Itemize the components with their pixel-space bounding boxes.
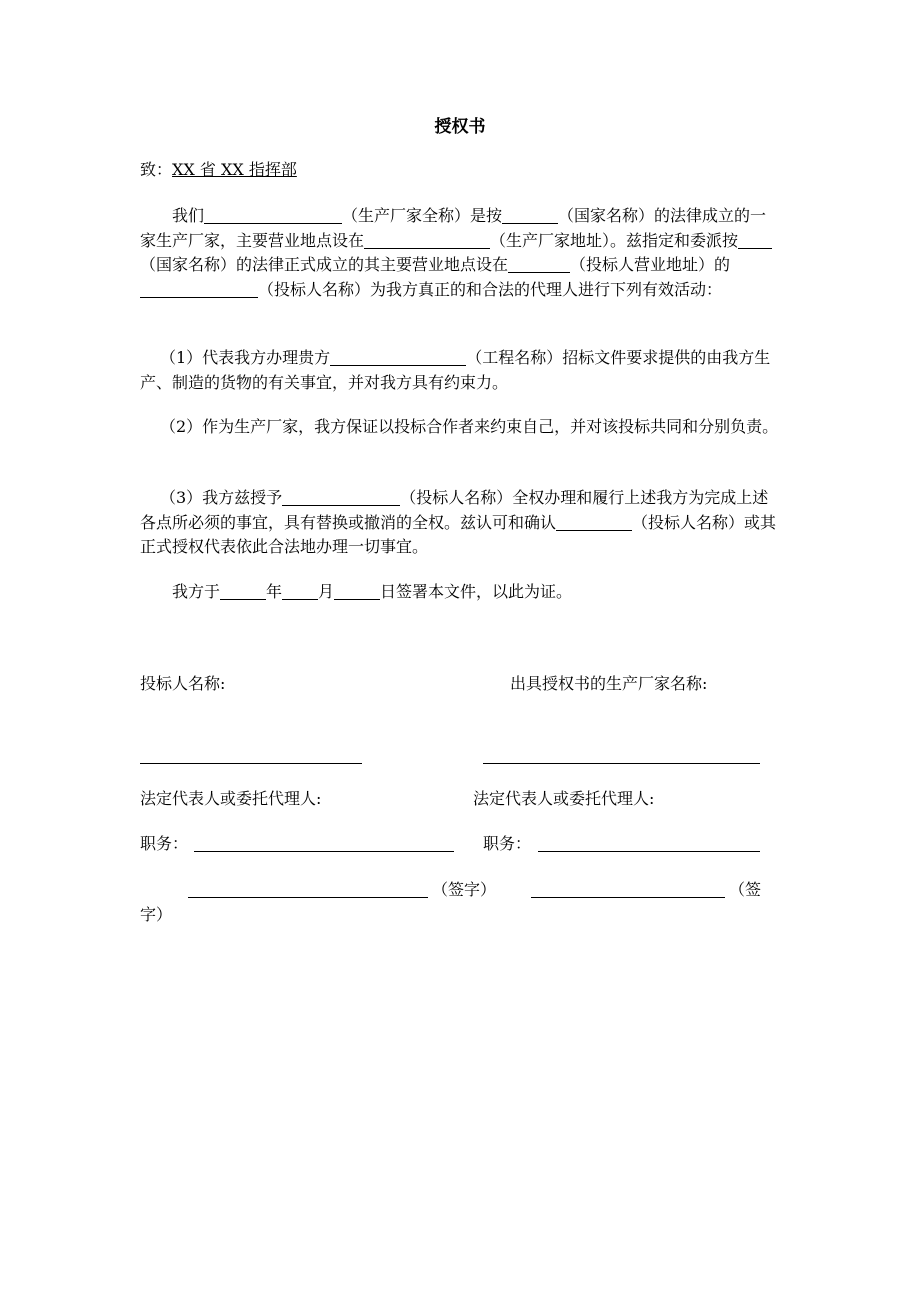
- right-signature-suffix: （签: [729, 880, 762, 899]
- document-title: 授权书: [434, 117, 486, 137]
- item-1: [140, 346, 780, 395]
- item2-text-1: （2）作为生产厂家，我方保证以投标合作者来约束自己，并对该投标共同和分别负责。: [160, 417, 779, 436]
- right-signature-line: [531, 897, 725, 898]
- manufacturer-name-blank: [204, 205, 342, 224]
- left-position-label: 职务：: [140, 834, 189, 853]
- para1-text-3: （国家名称）的法律成立的一家生产厂家，主要营业地点设在: [140, 206, 767, 250]
- right-rep-label: 法定代表人或委托代理人:: [473, 789, 655, 808]
- month-label: 月: [318, 582, 335, 601]
- manufacturer-name-label: 出具授权书的生产厂家名称:: [510, 674, 708, 693]
- item1-text-1: （1）代表我方办理贵方: [160, 348, 331, 367]
- item1-text-2: （工程名称）招标文件要求提供的由我方生产、制造的货物的有关事宜，并对我方具有约束力。: [140, 348, 771, 392]
- item3-text-2: （投标人名称）全权办理和履行上述我方为完成上述各点所必须的事宜，具有替换或撤消的全权。兹认可和确认: [140, 488, 769, 532]
- month-blank: [282, 581, 318, 600]
- right-position-line: [538, 851, 760, 852]
- bidder-name-blank: [140, 279, 258, 298]
- country-name-blank: [502, 205, 558, 224]
- signing-text-1: 我方于: [172, 582, 221, 601]
- bidder-name-blank-3: [556, 512, 632, 531]
- country-name-blank-2: [738, 230, 772, 249]
- item3-text-1: （3）我方兹授予: [160, 488, 283, 507]
- left-signature-suffix: （签字）: [432, 880, 497, 899]
- bidder-name-label: 投标人名称:: [140, 674, 226, 693]
- signing-date-line: [140, 580, 572, 604]
- year-label: 年: [266, 582, 283, 601]
- signing-text-2: 日签署本文件，以此为证。: [380, 582, 573, 601]
- day-blank: [334, 581, 380, 600]
- addressee-name: XX 省 XX 指挥部: [172, 160, 297, 179]
- para1-text-4: （生产厂家地址）。兹指定和委派按: [490, 230, 739, 250]
- addressee-prefix: 致：: [140, 160, 173, 179]
- project-name-blank: [330, 347, 466, 366]
- left-position-line: [194, 851, 454, 852]
- left-signature-line: [188, 897, 428, 898]
- item-2: [140, 415, 780, 440]
- para1-text-6: （投标人营业地址）的: [570, 255, 731, 274]
- bidder-name-sign-line: [140, 763, 362, 764]
- manufacturer-address-blank: [364, 230, 490, 249]
- manufacturer-name-sign-line: [483, 763, 760, 764]
- year-blank: [220, 581, 266, 600]
- para1-text-5: （国家名称）的法律正式成立的其主要营业地点设在: [140, 255, 509, 274]
- paragraph-appointment: [140, 204, 780, 302]
- addressee-line: [140, 158, 297, 182]
- para1-text-1: 我们: [172, 206, 205, 225]
- left-rep-label: 法定代表人或委托代理人:: [140, 789, 322, 808]
- para1-text-2: （生产厂家全称）是按: [342, 206, 503, 225]
- item-3: [140, 486, 780, 560]
- right-position-label: 职务：: [483, 834, 532, 853]
- item3-text-3: （投标人名称）或其正式授权代表依此合法地办理一切事宜。: [140, 512, 777, 556]
- bidder-name-blank-2: [282, 487, 400, 506]
- right-signature-suffix-wrap: 字）: [140, 905, 173, 924]
- bidder-address-blank: [508, 254, 570, 273]
- para1-text-7: （投标人名称）为我方真正的和合法的代理人进行下列有效活动：: [258, 279, 723, 299]
